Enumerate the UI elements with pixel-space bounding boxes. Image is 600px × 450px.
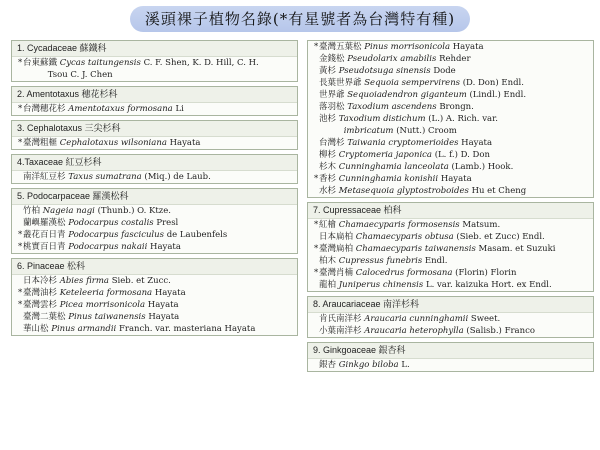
species-list (308, 359, 593, 371)
author-name: de Laubenfels (166, 230, 228, 240)
author-name: (L.) A. Rich. var. (428, 114, 498, 124)
species-row (12, 275, 297, 287)
species-row (308, 137, 593, 149)
author-name: (D. Don) Endl. (462, 78, 524, 88)
author-name: Li (175, 104, 184, 114)
author-name: Matsum. (462, 220, 501, 230)
species-list (12, 103, 297, 115)
scientific-name: Juniperus chinensis (338, 280, 424, 290)
chinese-name: 日本扁柏 (319, 232, 354, 242)
endemic-star: * (314, 244, 319, 254)
species-row (12, 171, 297, 183)
author-name: Hayata (440, 174, 472, 184)
chinese-name: 臺灣雲杉 (23, 300, 58, 310)
author-name: Sweet. (470, 314, 501, 324)
species-list (308, 219, 593, 291)
scientific-name: Chamaecyparis taiwanensis (355, 244, 476, 254)
scientific-name: Chamaecyparis obtusa (355, 232, 454, 242)
species-row (12, 229, 297, 241)
family-header: 8. Araucariaceae 南洋杉科 (308, 297, 593, 313)
author-name: (Lindl.) Endl. (469, 90, 527, 100)
species-list (12, 57, 297, 81)
chinese-name: 黃杉 (319, 66, 337, 76)
author-name: Tsou C. J. Chen (47, 70, 113, 80)
species-row (308, 219, 593, 231)
chinese-name: 銀杏 (319, 360, 337, 370)
scientific-name: Sequoia sempervirens (364, 78, 461, 88)
species-list (12, 137, 297, 149)
species-row (308, 125, 593, 137)
chinese-name: 肯氏南洋杉 (319, 314, 362, 324)
family-header: 4.Taxaceae 紅豆杉科 (12, 155, 297, 171)
scientific-name: imbricatum (343, 126, 394, 136)
species-row (12, 137, 297, 149)
species-row (12, 323, 297, 335)
author-name: (Miq.) de Laub. (144, 172, 211, 182)
species-list (308, 41, 593, 197)
endemic-star: * (18, 288, 23, 298)
scientific-name: Cycas taitungensis (59, 58, 141, 68)
scientific-name: Taxus sumatrana (68, 172, 142, 182)
author-name: Endl. (424, 256, 448, 266)
species-row (308, 149, 593, 161)
chinese-name: 桃實百日青 (23, 242, 66, 252)
author-name: Hayata (147, 300, 179, 310)
author-name: Presl (156, 218, 179, 228)
species-row (12, 217, 297, 229)
family-block (11, 120, 298, 150)
chinese-name: 長葉世界爺 (319, 78, 362, 88)
family-header: 7. Cupressaceae 柏科 (308, 203, 593, 219)
scientific-name: Cephalotaxus wilsoniana (59, 138, 167, 148)
scientific-name: Taxodium ascendens (347, 102, 437, 112)
scientific-name: Pseudolarix amabilis (347, 54, 437, 64)
species-row (308, 161, 593, 173)
author-name: C. F. Shen, K. D. Hill, C. H. (143, 58, 259, 68)
species-row (308, 41, 593, 53)
species-row (308, 279, 593, 291)
species-row (308, 185, 593, 197)
scientific-name: Cunninghamia lanceolata (338, 162, 449, 172)
author-name: (Florin) Florin (455, 268, 517, 278)
scientific-name: Ginkgo biloba (338, 360, 399, 370)
author-name: (Nutt.) Croom (396, 126, 457, 136)
species-list (12, 171, 297, 183)
species-row (308, 243, 593, 255)
species-row (308, 65, 593, 77)
species-row (308, 77, 593, 89)
chinese-name: 台灣穗花杉 (23, 104, 66, 114)
chinese-name: 南洋紅豆杉 (23, 172, 66, 182)
family-block (11, 86, 298, 116)
endemic-star: * (18, 242, 23, 252)
family-block (307, 342, 594, 372)
species-row (308, 267, 593, 279)
species-list (12, 275, 297, 335)
family-block (307, 40, 594, 198)
species-row (308, 101, 593, 113)
chinese-name: 水杉 (319, 186, 337, 196)
scientific-name: Taiwania cryptomerioides (347, 138, 459, 148)
chinese-name: 臺灣粗榧 (23, 138, 58, 148)
chinese-name: 臺灣五葉松 (319, 42, 362, 52)
author-name: Hayata (169, 138, 201, 148)
scientific-name: Keteleeria formosana (59, 288, 153, 298)
scientific-name: Araucaria heterophylla (364, 326, 464, 336)
left-column (11, 40, 298, 340)
species-row (12, 103, 297, 115)
chinese-name: 柏木 (319, 256, 337, 266)
author-name: Hayata (150, 242, 181, 252)
species-row (308, 113, 593, 125)
chinese-name: 香杉 (319, 174, 337, 184)
family-block (307, 202, 594, 292)
scientific-name: Pseudotsuga sinensis (338, 66, 431, 76)
scientific-name: Taxodium distichum (338, 114, 426, 124)
chinese-name: 竹柏 (23, 206, 41, 216)
author-name: L. var. kaizuka Hort. ex Endl. (425, 280, 552, 290)
species-row (12, 311, 297, 323)
species-row (12, 241, 297, 253)
species-row (308, 255, 593, 267)
species-row (308, 231, 593, 243)
scientific-name: Metasequoia glyptostroboides (338, 186, 469, 196)
author-name: Hayata (461, 138, 493, 148)
endemic-star: * (314, 220, 319, 230)
scientific-name: Chamaecyparis formosensis (338, 220, 460, 230)
species-row (308, 359, 593, 371)
author-name: L. (401, 360, 410, 370)
scientific-name: Cryptomeria japonica (338, 150, 432, 160)
scientific-name: Nageia nagi (42, 206, 95, 216)
chinese-name: 蘭嶼羅漢松 (23, 218, 66, 228)
author-name: Hu et Cheng (471, 186, 527, 196)
chinese-name: 臺灣二葉松 (23, 312, 66, 322)
family-header: 2. Amentotaxus 穗花杉科 (12, 87, 297, 103)
author-name: (Sieb. et Zucc) Endl. (456, 232, 545, 242)
species-row (308, 325, 593, 337)
endemic-star: * (314, 174, 319, 184)
species-row (308, 313, 593, 325)
scientific-name: Amentotaxus formosana (68, 104, 173, 114)
endemic-star: * (18, 300, 23, 310)
author-name: Brongn. (439, 102, 474, 112)
family-block (307, 296, 594, 338)
species-row (12, 69, 297, 81)
chinese-name: 叢花百日青 (23, 230, 66, 240)
chinese-name: 臺灣油杉 (23, 288, 58, 298)
endemic-star: * (314, 268, 319, 278)
author-name: Dode (433, 66, 456, 76)
scientific-name: Pinus taiwanensis (68, 312, 146, 322)
scientific-name: Pinus armandii (51, 324, 117, 334)
endemic-star: * (314, 42, 319, 52)
chinese-name: 小葉南洋杉 (319, 326, 362, 336)
scientific-name: Podocarpus costalis (68, 218, 154, 228)
chinese-name: 金錢松 (319, 54, 345, 64)
species-row (308, 173, 593, 185)
scientific-name: Podocarpus fasciculus (68, 230, 164, 240)
family-header: 6. Pinaceae 松科 (12, 259, 297, 275)
author-name: Franch. var. masteriana Hayata (118, 324, 256, 334)
scientific-name: Sequoiadendron giganteum (347, 90, 467, 100)
family-block (11, 188, 298, 254)
right-column (307, 40, 594, 376)
scientific-name: Calocedrus formosana (355, 268, 453, 278)
author-name: (L. f.) D. Don (434, 150, 490, 160)
scientific-name: Podocarpus nakaii (68, 242, 148, 252)
scientific-name: Araucaria cunninghamii (364, 314, 469, 324)
chinese-name: 落羽松 (319, 102, 345, 112)
species-list (308, 313, 593, 337)
author-name: Hayata (452, 42, 484, 52)
family-header: 9. Ginkgoaceae 銀杏科 (308, 343, 593, 359)
chinese-name: 世界爺 (319, 90, 345, 100)
family-block (11, 258, 298, 336)
species-row (308, 53, 593, 65)
author-name: Hayata (148, 312, 180, 322)
chinese-name: 紅檜 (319, 220, 337, 230)
author-name: Rehder (439, 54, 471, 64)
page-title: 溪頭裸子植物名錄(*有星號者為台灣特有種) (130, 6, 470, 32)
scientific-name: Pinus morrisonicola (364, 42, 451, 52)
scientific-name: Cupressus funebris (338, 256, 423, 266)
endemic-star: * (18, 58, 23, 68)
family-header: 5. Podocarpaceae 羅漢松科 (12, 189, 297, 205)
author-name: (Salisb.) Franco (466, 326, 535, 336)
scientific-name: Abies firma (59, 276, 109, 286)
family-header: 3. Cephalotaxus 三尖杉科 (12, 121, 297, 137)
endemic-star: * (18, 104, 23, 114)
species-row (12, 57, 297, 69)
family-block (11, 154, 298, 184)
chinese-name: 臺灣扁柏 (319, 244, 354, 254)
author-name: Masam. et Suzuki (478, 244, 556, 254)
species-row (308, 89, 593, 101)
author-name: Hayata (154, 288, 186, 298)
scientific-name: Picea morrisonicola (59, 300, 146, 310)
chinese-name: 杉木 (319, 162, 337, 172)
author-name: (Lamb.) Hook. (451, 162, 514, 172)
author-name: Sieb. et Zucc. (111, 276, 171, 286)
chinese-name: 華山松 (23, 324, 49, 334)
chinese-name: 台東蘇鐵 (23, 58, 58, 68)
endemic-star: * (18, 230, 23, 240)
species-row (12, 287, 297, 299)
species-row (12, 299, 297, 311)
family-block (11, 40, 298, 82)
chinese-name: 池杉 (319, 114, 337, 124)
author-name: (Thunb.) O. Ktze. (97, 206, 172, 216)
chinese-name: 龍柏 (319, 280, 337, 290)
species-list (12, 205, 297, 253)
chinese-name: 台灣杉 (319, 138, 345, 148)
chinese-name: 柳杉 (319, 150, 337, 160)
chinese-name: 日本冷杉 (23, 276, 58, 286)
species-row (12, 205, 297, 217)
family-header: 1. Cycadaceae 蘇鐵科 (12, 41, 297, 57)
chinese-name: 臺灣肖楠 (319, 268, 354, 278)
scientific-name: Cunninghamia konishii (338, 174, 439, 184)
endemic-star: * (18, 138, 23, 148)
